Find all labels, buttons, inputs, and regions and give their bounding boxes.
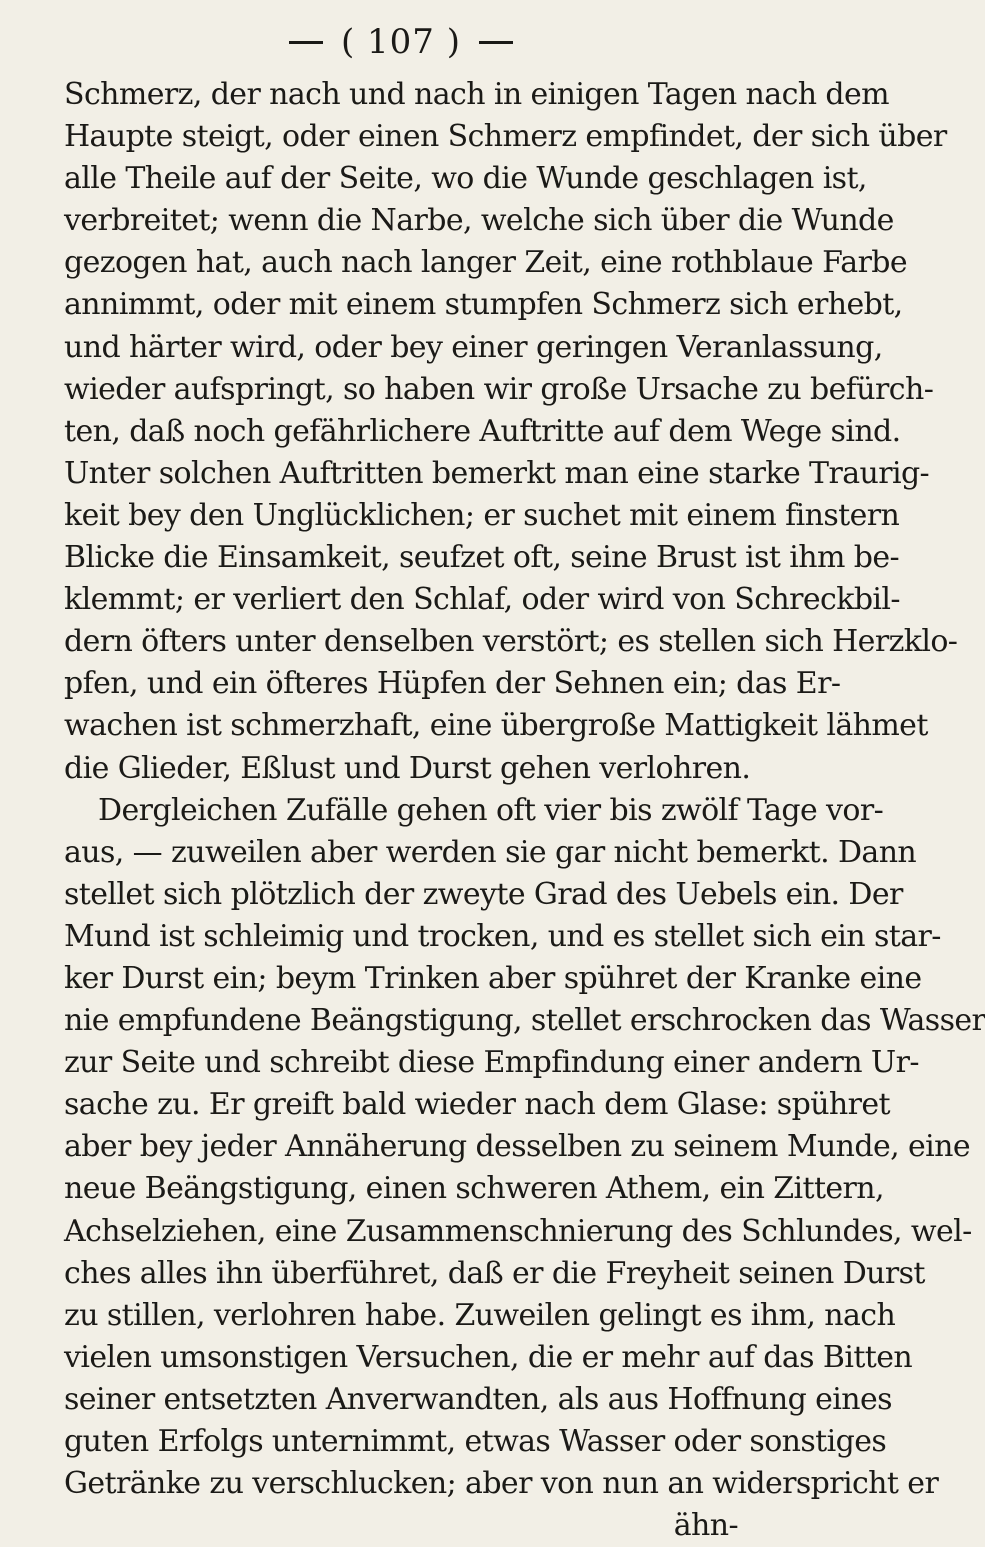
- text-line: guten Erfolgs unternimmt, etwas Wasser oder sonstiges: [64, 1424, 887, 1459]
- text-line: ches alles ihn überführet, daß er die Freyheit seinen Durst: [64, 1255, 925, 1291]
- text-line: Unter solchen Auftritten bemerkt man eine starke Traurig-: [64, 455, 930, 491]
- text-line: zur Seite und schreibt diese Empfindung einer andern Ur-: [64, 1045, 919, 1081]
- header-dash-right: [479, 41, 513, 44]
- text-line: Mund ist schleimig und trocken, und es stellet sich ein star-: [64, 918, 941, 954]
- text-line: verbreitet; wenn die Narbe, welche sich über die Wunde: [64, 203, 894, 239]
- text-line: aus, — zuweilen aber werden sie gar nicht bemerkt. Dann: [64, 834, 917, 870]
- text-line: und härter wird, oder bey einer geringen Veranlassung,: [64, 329, 883, 365]
- text-line: die Glieder, Eßlust und Durst gehen verlohren.: [64, 750, 751, 786]
- catchword: ähn-: [673, 1508, 738, 1544]
- text-line: Achselziehen, eine Zusammenschnierung des Schlundes, wel-: [64, 1213, 972, 1249]
- text-line: ker Durst ein; beym Trinken aber spühret der Kranke eine: [64, 960, 922, 996]
- text-line: keit bey den Unglücklichen; er suchet mit einem finstern: [64, 497, 900, 533]
- text-line: vielen umsonstigen Versuchen, die er mehr auf das Bitten: [64, 1339, 913, 1375]
- text-line: Getränke zu verschlucken; aber von nun an widerspricht er: [64, 1466, 939, 1502]
- text-line: sache zu. Er greift bald wieder nach dem Glase: spühret: [64, 1087, 890, 1123]
- text-line: pfen, und ein öfteres Hüpfen der Sehnen ein; das Er-: [64, 666, 841, 702]
- text-line: Haupte steigt, oder einen Schmerz empfindet, der sich über: [64, 119, 947, 155]
- text-line: annimmt, oder mit einem stumpfen Schmerz sich erhebt,: [64, 287, 903, 323]
- text-line: gezogen hat, auch nach langer Zeit, eine rothblaue Farbe: [64, 245, 908, 281]
- text-line: Blicke die Einsamkeit, seufzet oft, seine Brust ist ihm be-: [64, 540, 900, 576]
- text-line: alle Theile auf der Seite, wo die Wunde geschlagen ist,: [64, 161, 867, 197]
- text-line: klemmt; er verliert den Schlaf, oder wird von Schreckbil-: [64, 582, 900, 618]
- text-line: wachen ist schmerzhaft, eine übergroße Mattigkeit lähmet: [64, 708, 928, 744]
- body-text: [64, 74, 985, 1547]
- text-line: Schmerz, der nach und nach in einigen Tagen nach dem: [64, 77, 890, 112]
- page-header: [64, 14, 738, 70]
- text-line: Dergleichen Zufälle gehen oft vier bis zwölf Tage vor-: [98, 792, 884, 828]
- text-line: stellet sich plötzlich der zweyte Grad des Uebels ein. Der: [64, 876, 903, 912]
- text-line: aber bey jeder Annäherung desselben zu seinem Munde, eine: [64, 1129, 971, 1165]
- text-line: seiner entsetzten Anverwandten, als aus Hoffnung eines: [64, 1381, 892, 1417]
- header-dash-left: [289, 41, 323, 44]
- text-line: neue Beängstigung, einen schweren Athem, ein Zittern,: [64, 1171, 884, 1207]
- text-line: wieder aufspringt, so haben wir große Ursache zu befürch-: [64, 371, 934, 407]
- page-number: ( 107 ): [340, 22, 462, 62]
- text-line: dern öfters unter denselben verstört; es stellen sich Herzklo-: [64, 624, 958, 660]
- text-line: ten, daß noch gefährlichere Auftritte auf dem Wege sind.: [64, 413, 901, 449]
- text-line: nie empfundene Beängstigung, stellet erschrocken das Wasser: [64, 1003, 985, 1039]
- text-line: zu stillen, verlohren habe. Zuweilen gelingt es ihm, nach: [64, 1297, 896, 1333]
